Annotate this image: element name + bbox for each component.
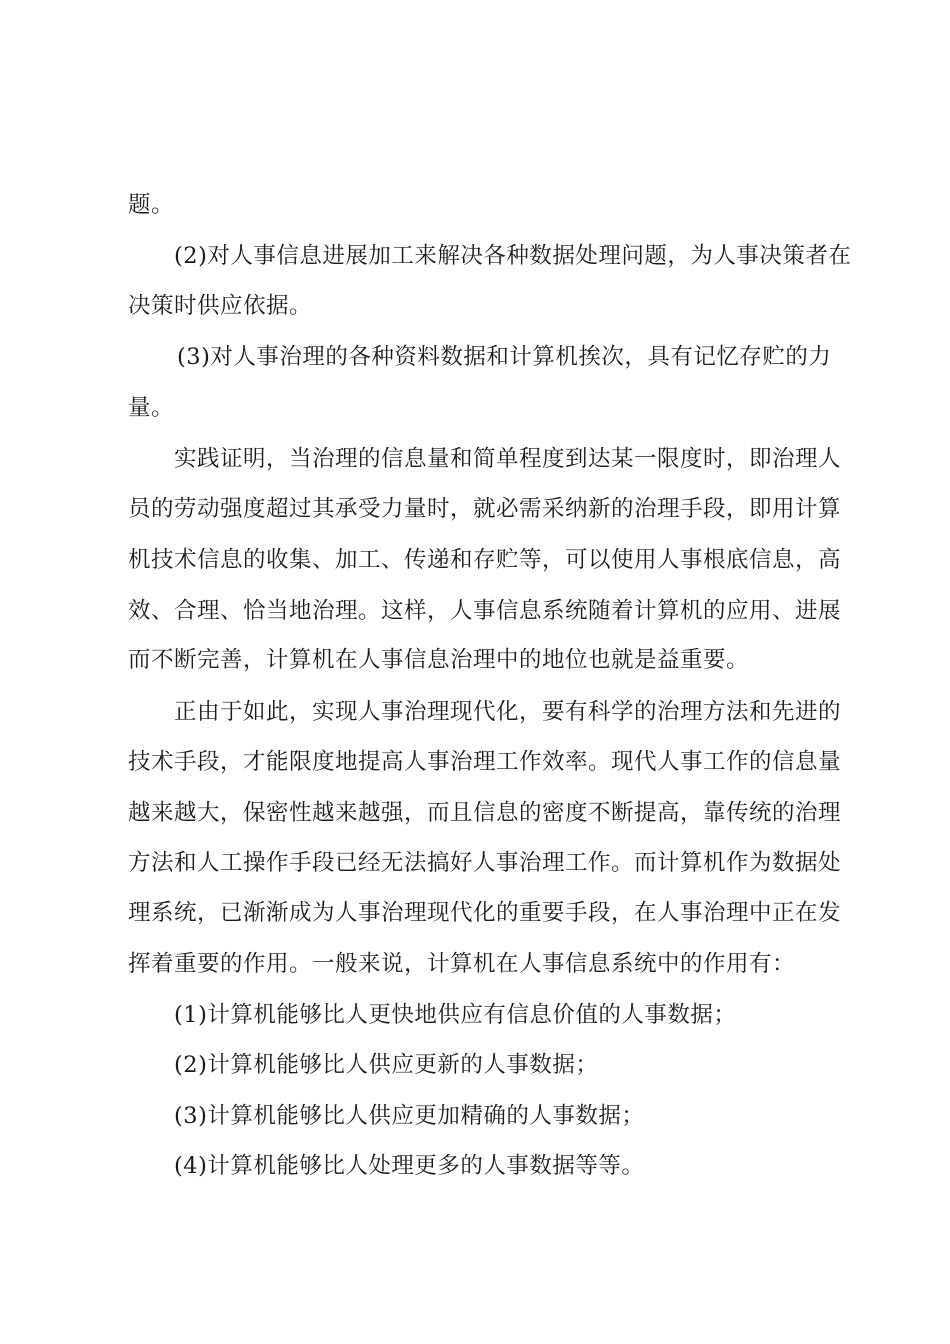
paragraph-fragment-line-1: 题。 xyxy=(128,192,175,218)
paragraph-practice-line-4: 效、合理、恰当地治理。这样，人事信息系统随着计算机的应用、进展 xyxy=(128,598,842,624)
role-item-4: (4)计算机能够比人处理更多的人事数据等等。 xyxy=(174,1153,645,1179)
paragraph-practice-line-1: 实践证明，当治理的信息量和简单程度到达某一限度时，即治理人 xyxy=(174,446,842,472)
paragraph-because-line-1: 正由于如此，实现人事治理现代化，要有科学的治理方法和先进的 xyxy=(174,699,842,725)
paragraph-because-line-4: 方法和人工操作手段已经无法搞好人事治理工作。而计算机作为数据处 xyxy=(128,850,842,876)
paragraph-practice-line-5: 而不断完善，计算机在人事信息治理中的地位也就是益重要。 xyxy=(128,647,750,673)
paragraph-because-line-6: 挥着重要的作用。一般来说，计算机在人事信息系统中的作用有： xyxy=(128,951,796,977)
paragraph-item-2-line-1: (2)对人事信息进展加工来解决各种数据处理问题，为人事决策者在 xyxy=(174,243,852,269)
paragraph-because-line-5: 理系统，已渐渐成为人事治理现代化的重要手段，在人事治理中正在发 xyxy=(128,900,842,926)
role-item-3: (3)计算机能够比人供应更加精确的人事数据； xyxy=(174,1103,645,1129)
paragraph-because-line-3: 越来越大，保密性越来越强，而且信息的密度不断提高，靠传统的治理 xyxy=(128,800,842,826)
paragraph-item-3-line-2: 量。 xyxy=(128,395,175,421)
role-item-1: (1)计算机能够比人更快地供应有信息价值的人事数据； xyxy=(174,1002,737,1028)
paragraph-practice-line-2: 员的劳动强度超过其承受力量时，就必需采纳新的治理手段，即用计算 xyxy=(128,496,842,522)
paragraph-item-2-line-2: 决策时供应依据。 xyxy=(128,293,313,319)
paragraph-practice-line-3: 机技术信息的收集、加工、传递和存贮等，可以使用人事根底信息，高 xyxy=(128,547,842,573)
role-item-2: (2)计算机能够比人供应更新的人事数据； xyxy=(174,1052,599,1078)
paragraph-because-line-2: 技术手段，才能限度地提高人事治理工作效率。现代人事工作的信息量 xyxy=(128,749,842,775)
paragraph-item-3-line-1: (3)对人事治理的各种资料数据和计算机挨次，具有记忆存贮的力 xyxy=(177,344,832,370)
